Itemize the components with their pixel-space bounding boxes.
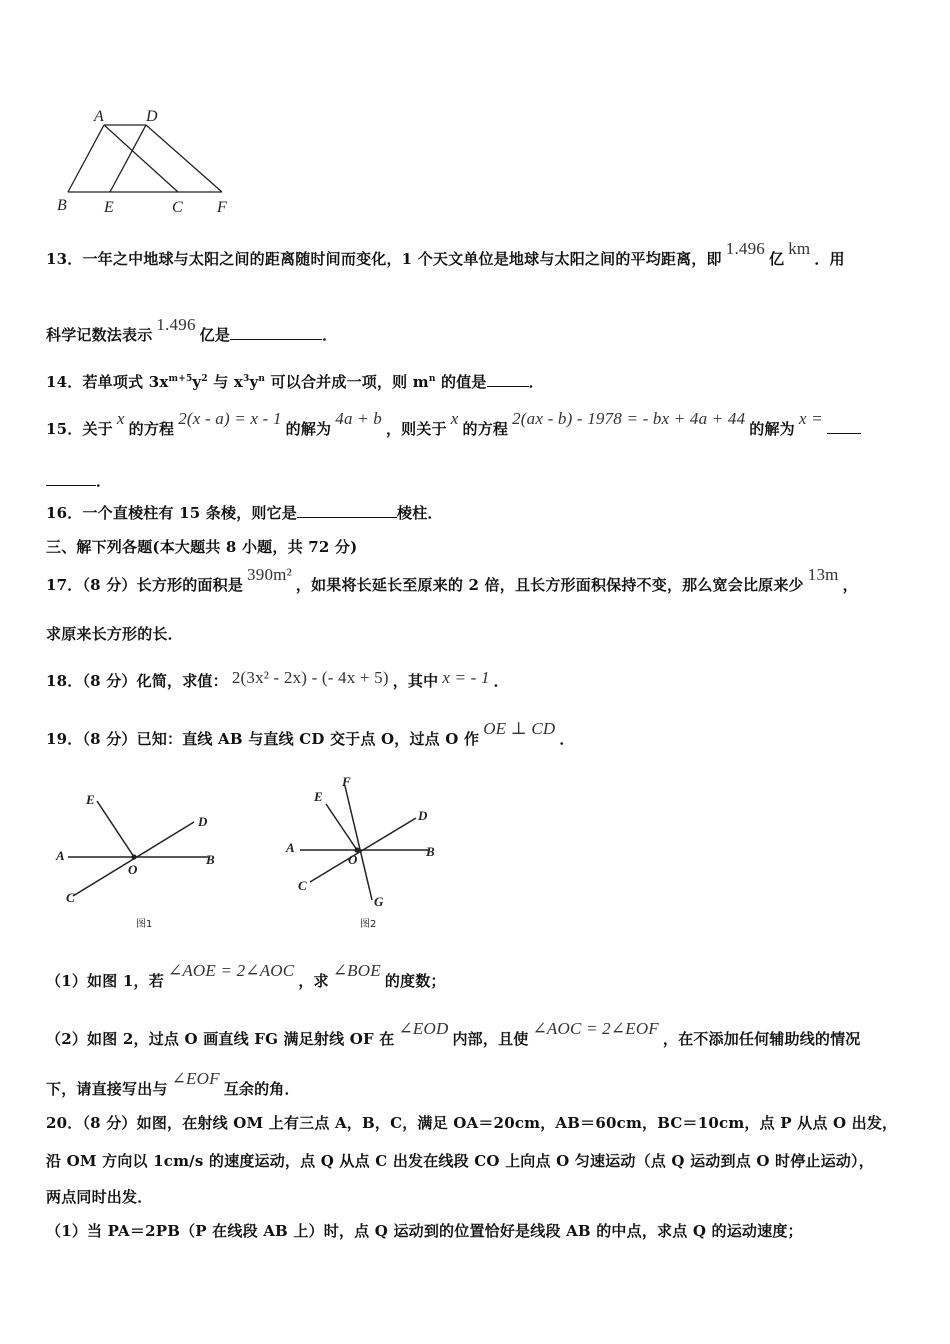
answer-blank[interactable]	[230, 325, 322, 340]
question-20-line2: 沿 OM 方向以 1cm/s 的速度运动，点 Q 从点 C 出发在线段 CO 上向点 O 匀速运动（点 Q 运动到点 O 时停止运动），	[46, 1152, 874, 1170]
label-A: A	[94, 108, 104, 125]
question-15: 15．关于x的方程2(x - a) = x - 1的解为4a + b，则关于x的方程2(ax - b) - 1978 = - bx + 4a + 44的解为x =	[46, 418, 861, 439]
answer-blank[interactable]	[46, 471, 96, 486]
svg-text:O: O	[348, 852, 358, 867]
svg-text:E: E	[86, 792, 95, 807]
question-18: 18．（8 分）化简，求值： 2(3x² - 2x) - (- 4x + 5) ，其中 x = - 1 ．	[46, 668, 509, 690]
svg-text:A: A	[286, 840, 295, 855]
answer-blank[interactable]	[487, 372, 529, 387]
svg-text:F: F	[342, 774, 351, 789]
question-19-part1: （1）如图 1，若∠AOE = 2∠AOC，求∠BOE的度数；	[46, 961, 446, 990]
svg-text:O: O	[128, 862, 138, 877]
trapezoid-figure	[52, 104, 242, 219]
label-E: E	[104, 199, 114, 216]
question-17: 17．（8 分）长方形的面积是390m²，如果将长延长至原来的 2 倍，且长方形面积保持不变，那么宽会比原来少13m，	[46, 565, 858, 594]
label-D: D	[146, 108, 158, 125]
line-FG	[345, 786, 372, 900]
q13-unit: km	[788, 239, 811, 258]
question-14: 14．若单项式 $3x^{m+5}y^2$ 与 $x^3y^n$ 可以合并成一项，则 $m^n$ 的值是 ．	[46, 373, 544, 391]
svg-text:E: E	[314, 789, 323, 804]
svg-text:C: C	[66, 890, 75, 905]
q15-equation-1: 2(x - a) = x - 1	[178, 409, 282, 428]
question-17-line2: 求原来长方形的长．	[46, 625, 183, 643]
q13-line2-value: 1.496	[156, 315, 196, 334]
question-19-part2-line2: 下，请直接写出与∠EOF互余的角．	[46, 1069, 300, 1098]
question-20-line3: 两点同时出发．	[46, 1188, 153, 1206]
question-16: 16．一个直棱柱有 15 条棱，则它是 棱柱．	[46, 504, 443, 522]
q15-equation-2: 2(ax - b) - 1978 = - bx + 4a + 44	[512, 409, 746, 428]
question-19-part2: （2）如图 2，过点 O 画直线 FG 满足射线 OF 在∠EOD内部，且使∠AOC = 2∠EOF，在不添加任何辅助线的情况	[46, 1019, 861, 1048]
segment-AB	[68, 125, 104, 192]
question-19: 19．（8 分）已知：直线 AB 与直线 CD 交于点 O，过点 O 作OE ⊥ CD．	[46, 719, 575, 748]
answer-blank[interactable]	[297, 503, 397, 518]
label-C: C	[172, 199, 183, 216]
section-heading: 三、解下列各题(本大题共 8 小题，共 72 分)	[46, 538, 358, 556]
label-F: F	[217, 199, 227, 216]
answer-blank[interactable]	[827, 419, 861, 434]
question-20-part1: （1）当 PA＝2PB（P 在线段 AB 上）时，点 Q 运动到的位置恰好是线段 AB 的中点，求点 Q 的运动速度；	[46, 1222, 803, 1240]
question-15-cont: ．	[46, 470, 111, 491]
point-O	[131, 854, 136, 859]
figure-1-caption: 图1	[136, 919, 153, 930]
ray-OE	[326, 804, 357, 850]
svg-text:D: D	[418, 808, 428, 823]
figure-1	[48, 784, 238, 934]
segment-DF	[146, 125, 222, 192]
svg-text:G: G	[374, 894, 384, 909]
q18-expression: 2(3x² - 2x) - (- 4x + 5)	[231, 668, 389, 687]
svg-text:D: D	[198, 814, 208, 829]
question-13-line2: 科学记数法表示1.496亿是 ．	[46, 315, 338, 344]
svg-text:B: B	[206, 852, 215, 867]
question-20-line1: 20．（8 分）如图，在射线 OM 上有三点 A，B，C，满足 OA＝20cm，AB＝60cm，BC＝10cm，点 P 从点 O 出发，	[46, 1114, 898, 1132]
svg-text:B: B	[426, 844, 435, 859]
svg-text:A: A	[56, 848, 65, 863]
ray-OE	[97, 801, 134, 857]
svg-text:C: C	[298, 878, 307, 893]
figure-2	[278, 774, 458, 934]
question-13-line1: 13．一年之中地球与太阳之间的距离随时间而变化，1 个天文单位是地球与太阳之间的平均距离，即1.496亿km．用	[46, 239, 845, 268]
label-B: B	[57, 197, 67, 214]
q13-value: 1.496	[725, 239, 765, 258]
figure-2-caption: 图2	[360, 919, 377, 930]
